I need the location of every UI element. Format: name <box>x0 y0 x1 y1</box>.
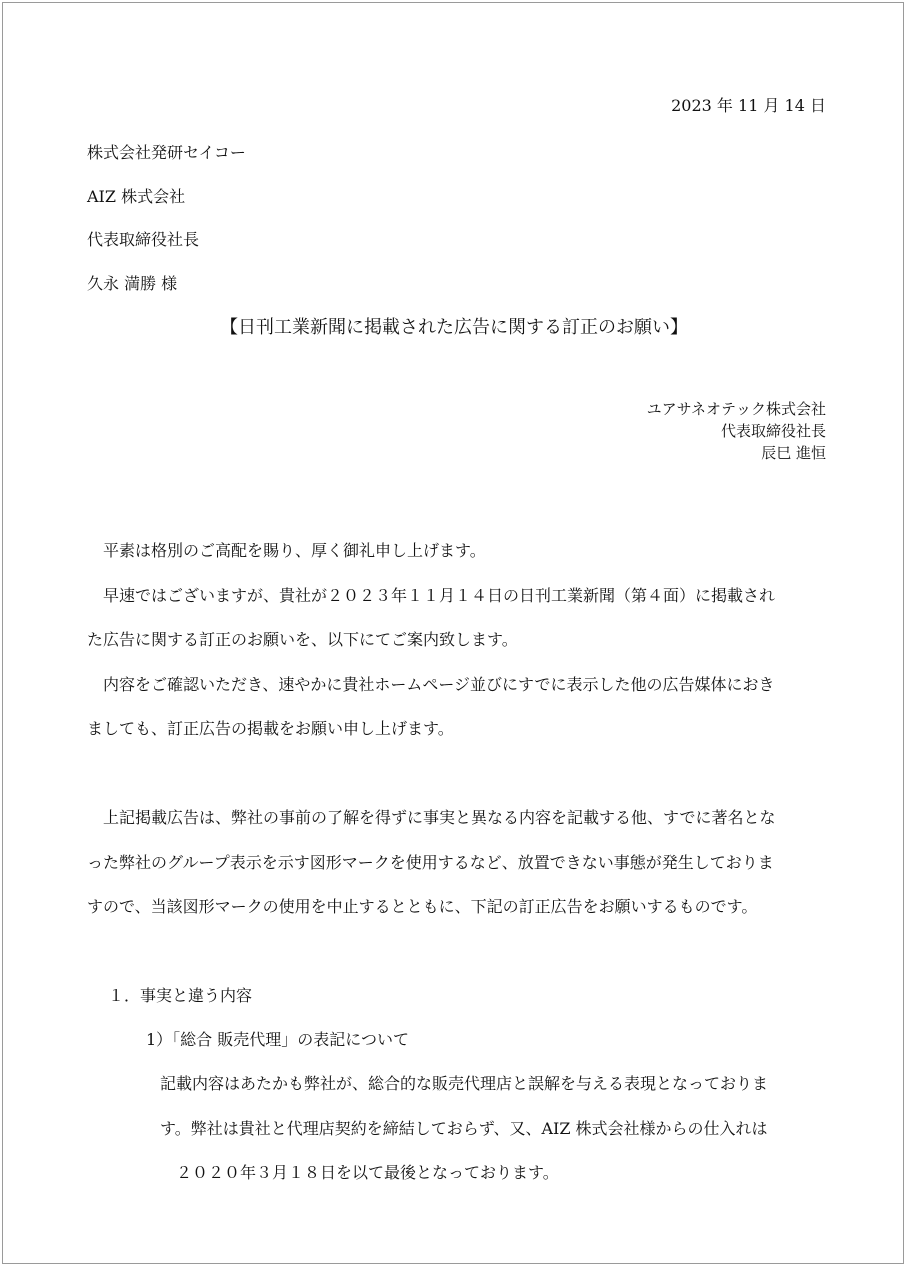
body-line: すので、当該図形マークの使用を中止するとともに、下記の訂正広告をお願いするものです。 <box>87 897 758 916</box>
section-subheading: 1）「総合 販売代理」の表記について <box>146 1030 409 1049</box>
body-line: 早速ではございますが、貴社が２０２３年１１月１４日の日刊工業新聞（第４面）に掲載され <box>87 586 776 605</box>
body-line: 平素は格別のご高配を賜り、厚く御礼申し上げます。 <box>87 541 486 560</box>
document-title: 【日刊工業新聞に掲載された広告に関する訂正のお願い】 <box>220 317 688 338</box>
section-line: ２０２０年３月１８日を以て最後となっております。 <box>160 1163 559 1182</box>
section-heading: １．事実と違う内容 <box>108 986 253 1005</box>
body-line: ましても、訂正広告の掲載をお願い申し上げます。 <box>87 719 454 738</box>
document-date: 2023 年 11 月 14 日 <box>671 96 826 115</box>
body-line: 上記掲載広告は、弊社の事前の了解を得ずに事実と異なる内容を記載する他、すでに著名とな <box>87 808 776 827</box>
body-line: った弊社のグループ表示を示す図形マークを使用するなど、放置できない事態が発生しておりま <box>87 853 774 872</box>
addressee-company-2: AIZ 株式会社 <box>87 187 186 206</box>
addressee-company-1: 株式会社発研セイコー <box>87 143 246 162</box>
section-line: 記載内容はあたかも弊社が、総合的な販売代理店と誤解を与える表現となっておりま <box>160 1074 769 1093</box>
addressee-name: 久永 満勝 様 <box>87 274 178 293</box>
sender-company: ユアサネオテック株式会社 <box>646 400 826 418</box>
sender-position: 代表取締役社長 <box>720 422 826 440</box>
body-line: た広告に関する訂正のお願いを、以下にてご案内致します。 <box>87 630 518 649</box>
sender-name: 辰巳 進恒 <box>761 444 826 462</box>
addressee-position: 代表取締役社長 <box>87 230 200 249</box>
section-line: す。弊社は貴社と代理店契約を締結しておらず、又、AIZ 株式会社様からの仕入れは <box>160 1119 768 1138</box>
sender-block <box>647 398 826 464</box>
body-line: 内容をご確認いただき、速やかに貴社ホームページ並びにすでに表示した他の広告媒体におき <box>87 675 775 694</box>
